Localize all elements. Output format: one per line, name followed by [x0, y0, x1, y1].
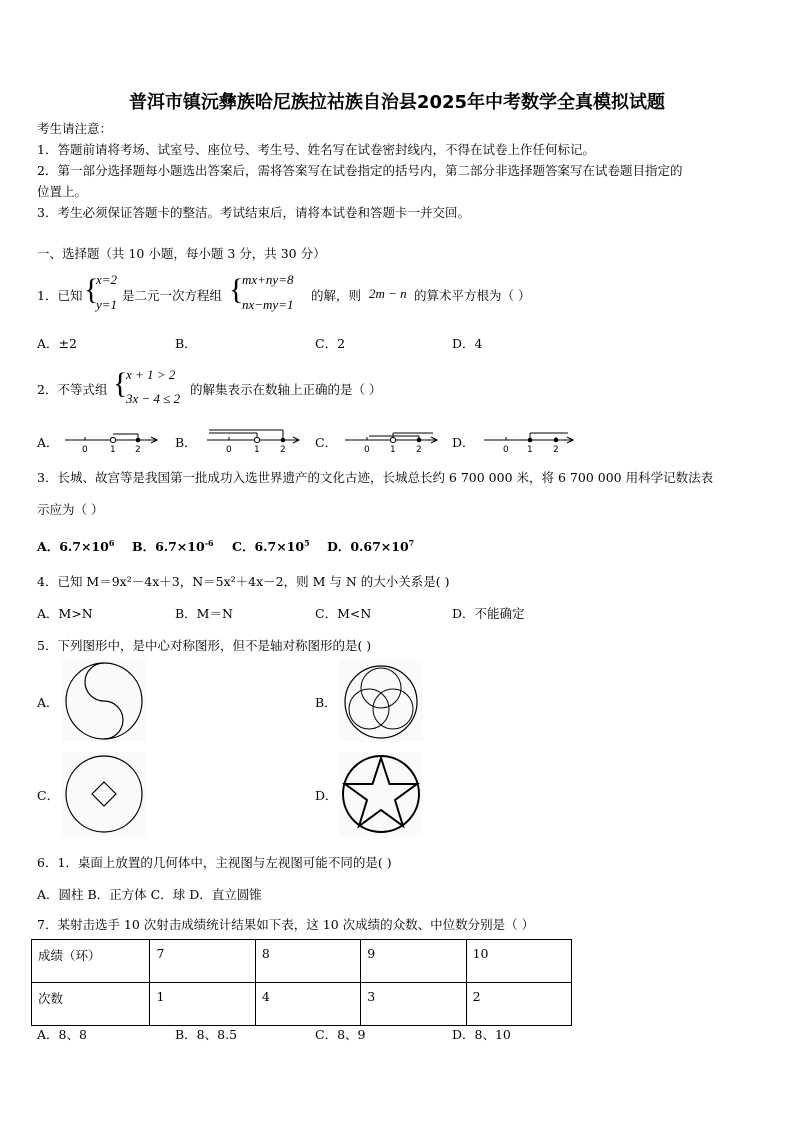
q2-number-line-c: [343, 428, 443, 454]
q3-line-2: 示应为（ ）: [37, 502, 104, 517]
q1-option-d: D．4: [452, 336, 483, 351]
notice-item-2-cont: 位置上。: [37, 184, 88, 199]
section-header: 一、选择题（共 10 小题，每小题 3 分，共 30 分）: [37, 246, 326, 261]
q6-text: 6．1．桌面上放置的几何体中，主视图与左视图可能不同的是( ): [37, 855, 392, 870]
q2-b-tick-0: 0: [226, 445, 232, 454]
notice-item-2: 2．第一部分选择题每小题选出答案后，需将答案写在试卷指定的括号内，第二部分非选择题答案写在试卷题目指定的: [37, 163, 683, 178]
q2-option-b-label: B．: [175, 435, 197, 450]
q2-a-tick-0: 0: [82, 445, 88, 454]
q2-suffix: 的解集表示在数轴上正确的是（ ）: [190, 382, 382, 397]
q2-c-tick-1: 1: [390, 445, 396, 454]
q2-b-tick-1: 1: [254, 445, 260, 454]
q2-number-line-b: [205, 426, 305, 454]
q4-option-c: C．M<N: [315, 606, 372, 621]
q2-d-tick-2: 2: [553, 445, 559, 454]
q2-option-d-label: D．: [452, 435, 475, 450]
q5-option-a-label: A．: [37, 695, 59, 710]
q2-brace: {: [113, 367, 128, 400]
table-header-cell: 次数: [32, 983, 150, 1026]
q3-line-1: 3．长城、故宫等是我国第一批成功入选世界遗产的文化古迹，长城总长约 6 700 000 米，将 6 700 000 用科学记数法表: [37, 470, 714, 485]
q1-brace-2: {: [229, 273, 244, 306]
q2-number-line-a: [63, 428, 163, 454]
q7-text: 7．某射击选手 10 次射击成绩统计结果如下表，这 10 次成绩的众数、中位数分别是（ ）: [37, 917, 535, 932]
q2-a-tick-2: 2: [135, 445, 141, 454]
q7-option-a: A．8、8: [37, 1027, 87, 1042]
q2-c-tick-0: 0: [364, 445, 370, 454]
q2-number-line-d: [482, 428, 582, 454]
table-cell: 10: [466, 940, 571, 983]
q3-option-b: B．$6.7\times 10^{-6}$: [132, 537, 214, 554]
notice-heading: 考生请注意：: [37, 121, 113, 136]
q5-text: 5．下列图形中，是中心对称图形，但不是轴对称图形的是( ): [37, 638, 372, 653]
page-title: 普洱市镇沅彝族哈尼族拉祜族自治县2025年中考数学全真模拟试题: [128, 92, 666, 113]
q2-ineq-2: 3x − 4 ≤ 2: [126, 391, 181, 406]
q1-sys1-eq2: y=1: [96, 297, 118, 312]
table-header-cell: 成绩（环）: [32, 940, 150, 983]
notice-item-1: 1．答题前请将考场、试室号、座位号、考生号、姓名写在试卷密封线内，不得在试卷上作任何标记。: [37, 142, 595, 157]
q1-prefix: 1．已知: [37, 288, 83, 303]
q4-option-b: B．M＝N: [175, 606, 233, 621]
q1-brace-1: {: [84, 273, 99, 306]
notice-item-3: 3．考生必须保证答题卡的整洁。考试结束后，请将本试卷和答题卡一并交回。: [37, 205, 470, 220]
table-cell: 3: [361, 983, 466, 1026]
q4-option-a: A．M>N: [37, 606, 93, 621]
q1-sys2-eq2: nx−my=1: [242, 297, 294, 312]
q3-option-d: D．$0.67\times 10^7$: [327, 537, 415, 554]
q2-prefix: 2．不等式组: [37, 382, 108, 397]
q1-option-c: C．2: [315, 336, 346, 351]
q5-figure-a-taiji: [62, 660, 146, 742]
q5-option-c-label: C．: [37, 788, 60, 803]
q2-d-tick-0: 0: [503, 445, 509, 454]
q3-option-c: C．$6.7\times 10^5$: [232, 537, 310, 554]
q5-option-d-label: D．: [315, 788, 338, 803]
q1-sys1-eq1: x=2: [96, 272, 118, 287]
q5-figure-c-coin: [62, 752, 146, 836]
q2-d-tick-1: 1: [527, 445, 533, 454]
q5-figure-b-trefoil: [339, 660, 423, 742]
table-cell: 8: [255, 940, 360, 983]
q1-sys2-eq1: mx+ny=8: [242, 272, 294, 287]
q5-option-b-label: B．: [315, 695, 337, 710]
q7-option-c: C．8、9: [315, 1027, 366, 1042]
q1-mid: 是二元一次方程组: [122, 288, 223, 303]
q2-option-c-label: C．: [315, 435, 338, 450]
q1-option-a: A．±2: [37, 336, 77, 351]
table-cell: 2: [466, 983, 571, 1026]
q2-a-tick-1: 1: [110, 445, 116, 454]
table-cell: 9: [361, 940, 466, 983]
q3-option-a: A．$6.7\times 10^6$: [37, 537, 115, 554]
table-cell: 1: [150, 983, 255, 1026]
table-cell: 4: [255, 983, 360, 1026]
table-row: [32, 983, 572, 1026]
q7-option-b: B．8、8.5: [175, 1027, 238, 1042]
q4-option-d: D．不能确定: [452, 606, 525, 621]
q2-b-tick-2: 2: [280, 445, 286, 454]
q7-score-table: [31, 939, 572, 1026]
q1-suffix: 的算术平方根为（ ）: [414, 288, 531, 303]
q4-text: 4．已知 M＝9x²－4x＋3，N＝5x²＋4x－2，则 M 与 N 的大小关系是( ): [37, 574, 450, 589]
q5-figure-d-star: [339, 752, 423, 836]
q2-c-tick-2: 2: [416, 445, 422, 454]
q2-option-a-label: A．: [37, 435, 59, 450]
q1-option-b: B．: [175, 336, 197, 351]
table-cell: 7: [150, 940, 255, 983]
q7-option-d: D．8、10: [452, 1027, 511, 1042]
q2-ineq-1: x + 1 > 2: [126, 367, 176, 382]
q1-after: 的解，则: [311, 288, 362, 303]
q6-options: A．圆柱 B．正方体 C．球 D．直立圆锥: [37, 887, 262, 902]
q1-expression: 2m − n: [369, 286, 407, 301]
table-row: [32, 940, 572, 983]
